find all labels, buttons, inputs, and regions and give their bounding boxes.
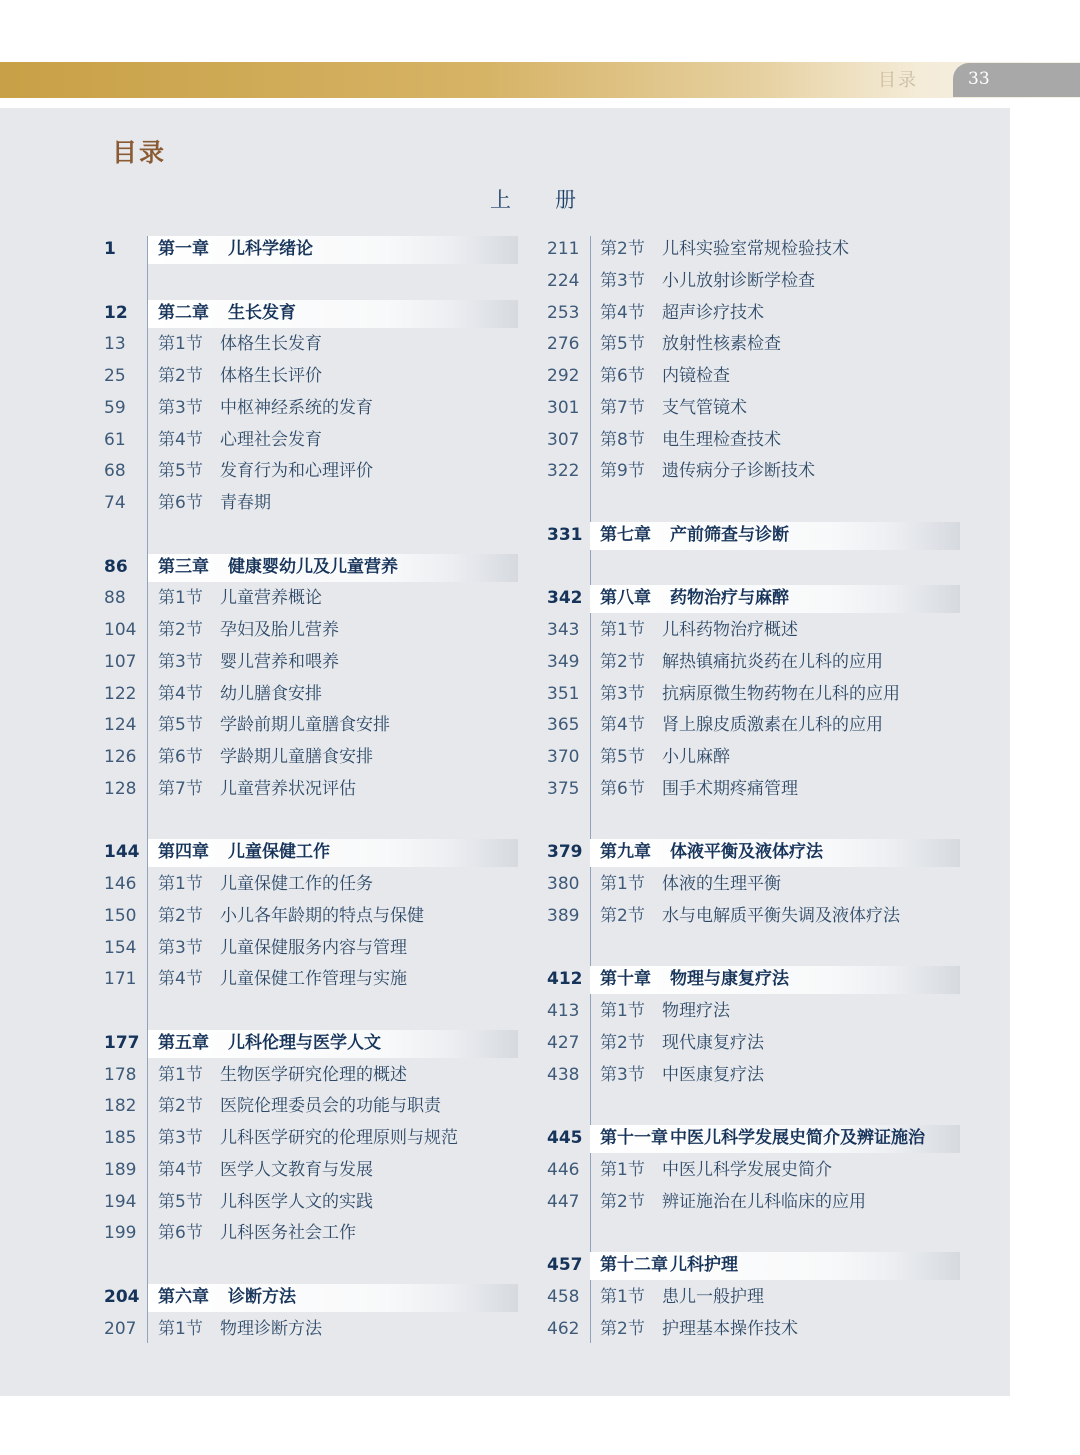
toc-chapter-number: 第九章 — [600, 842, 651, 863]
toc-chapter-title: 儿科护理 — [670, 1255, 738, 1275]
toc-section-number: 第2节 — [600, 1032, 645, 1053]
toc-chapter-row — [547, 1252, 960, 1278]
toc-page-number: 86 — [104, 556, 128, 577]
toc-page-number: 276 — [547, 334, 580, 355]
toc-section-title: 围手术期疼痛管理 — [662, 778, 798, 799]
toc-section-row — [104, 871, 518, 897]
toc-section-title: 患儿一般护理 — [662, 1286, 764, 1307]
toc-section-number: 第1节 — [600, 874, 645, 894]
toc-section-title: 儿科医学研究的伦理原则与规范 — [220, 1128, 458, 1148]
toc-section-title: 护理基本操作技术 — [662, 1318, 798, 1339]
toc-section-row — [104, 1125, 518, 1151]
toc-section-title: 儿科医务社会工作 — [220, 1223, 356, 1244]
page-title: 目录 — [112, 138, 167, 167]
toc-page-number: 146 — [104, 874, 137, 894]
toc-section-number: 第5节 — [158, 715, 203, 736]
toc-section-row — [104, 966, 518, 992]
toc-section-number: 第3节 — [158, 651, 203, 672]
toc-page-number: 204 — [104, 1286, 140, 1307]
toc-section-row — [547, 1062, 960, 1088]
toc-chapter-title: 儿科学绪论 — [228, 239, 313, 259]
toc-page-number: 351 — [547, 683, 580, 704]
toc-page-number: 104 — [104, 620, 137, 640]
toc-chapter-row — [104, 1030, 518, 1056]
toc-page-number: 349 — [547, 651, 580, 672]
toc-section-row — [104, 1062, 518, 1088]
toc-section-row — [547, 903, 960, 929]
toc-section-row — [547, 458, 960, 484]
toc-section-row — [104, 649, 518, 675]
toc-section-number: 第3节 — [158, 1128, 203, 1148]
toc-page-number: 413 — [547, 1001, 580, 1021]
toc-chapter-title: 物理与康复疗法 — [670, 969, 789, 990]
toc-section-title: 抗病原微生物药物在儿科的应用 — [662, 683, 900, 704]
toc-page-number: 379 — [547, 842, 583, 863]
toc-section-title: 体格生长评价 — [220, 366, 322, 386]
toc-section-title: 儿科实验室常规检验技术 — [662, 239, 849, 259]
toc-section-number: 第3节 — [600, 683, 645, 704]
toc-section-number: 第2节 — [600, 905, 645, 926]
toc-page-number: 427 — [547, 1032, 580, 1053]
toc-section-number: 第4节 — [158, 1159, 203, 1180]
toc-section-number: 第1节 — [600, 1159, 645, 1180]
toc-chapter-title: 诊断方法 — [228, 1286, 296, 1307]
toc-section-title: 体液的生理平衡 — [662, 874, 781, 894]
toc-chapter-number: 第一章 — [158, 239, 209, 259]
toc-chapter-row — [547, 522, 960, 548]
toc-section-number: 第1节 — [600, 1286, 645, 1307]
toc-section-number: 第5节 — [600, 334, 645, 355]
toc-section-number: 第1节 — [600, 1001, 645, 1021]
toc-section-title: 儿童保健工作管理与实施 — [220, 969, 407, 990]
toc-page-number: 389 — [547, 905, 580, 926]
toc-chapter-number: 第三章 — [158, 556, 209, 577]
toc-section-row — [104, 427, 518, 453]
toc-section-number: 第2节 — [600, 239, 645, 259]
toc-page-number: 458 — [547, 1286, 580, 1307]
toc-section-row — [547, 427, 960, 453]
toc-section-row — [547, 744, 960, 770]
toc-page-number: 292 — [547, 366, 580, 386]
toc-page-number: 438 — [547, 1064, 580, 1085]
toc-section-title: 解热镇痛抗炎药在儿科的应用 — [662, 651, 883, 672]
toc-page-number: 154 — [104, 937, 137, 958]
toc-section-row — [547, 649, 960, 675]
page-number: 33 — [968, 69, 990, 89]
toc-page-number: 177 — [104, 1032, 140, 1053]
toc-section-title: 内镜检查 — [662, 366, 730, 386]
toc-section-title: 孕妇及胎儿营养 — [220, 620, 339, 640]
toc-chapter-row — [547, 1125, 960, 1151]
toc-page-number: 445 — [547, 1128, 583, 1148]
toc-section-number: 第1节 — [158, 334, 203, 355]
toc-section-title: 儿科医学人文的实践 — [220, 1191, 373, 1212]
toc-section-row — [547, 1157, 960, 1183]
toc-section-row — [104, 331, 518, 357]
toc-section-row — [547, 1284, 960, 1310]
toc-section-number: 第4节 — [158, 683, 203, 704]
toc-page-number: 446 — [547, 1159, 580, 1180]
toc-page-number: 447 — [547, 1191, 580, 1212]
toc-section-row — [104, 585, 518, 611]
toc-section-row — [547, 1189, 960, 1215]
toc-chapter-number: 第十章 — [600, 969, 651, 990]
toc-page-number: 331 — [547, 524, 583, 545]
toc-section-title: 物理疗法 — [662, 1001, 730, 1021]
toc-chapter-title: 产前筛查与诊断 — [670, 524, 789, 545]
toc-page-number: 122 — [104, 683, 137, 704]
toc-chapter-number: 第八章 — [600, 588, 651, 609]
toc-section-title: 遗传病分子诊断技术 — [662, 461, 815, 482]
toc-section-number: 第1节 — [158, 1064, 203, 1085]
toc-section-title: 水与电解质平衡失调及液体疗法 — [662, 905, 900, 926]
toc-section-title: 心理社会发育 — [220, 429, 322, 450]
toc-page-number: 412 — [547, 969, 583, 990]
toc-section-title: 儿童营养概论 — [220, 588, 322, 609]
toc-chapter-number: 第五章 — [158, 1032, 209, 1053]
toc-page-number: 74 — [104, 493, 126, 513]
toc-page-number: 59 — [104, 397, 126, 418]
toc-section-title: 放射性核素检查 — [662, 334, 781, 355]
toc-page-number: 13 — [104, 334, 126, 355]
toc-section-title: 医学人文教育与发展 — [220, 1159, 373, 1180]
toc-page-number: 107 — [104, 651, 137, 672]
toc-section-row — [547, 1316, 960, 1342]
toc-section-row — [547, 998, 960, 1024]
toc-section-number: 第7节 — [600, 397, 645, 418]
toc-page-number: 342 — [547, 588, 583, 609]
toc-page-number: 194 — [104, 1191, 137, 1212]
toc-page-number: 457 — [547, 1255, 583, 1275]
toc-section-row — [104, 363, 518, 389]
header-section-label: 目录 — [878, 70, 918, 91]
toc-chapter-title: 体液平衡及液体疗法 — [670, 842, 823, 863]
toc-section-title: 小儿各年龄期的特点与保健 — [220, 905, 424, 926]
toc-section-row — [547, 681, 960, 707]
toc-section-row — [104, 1316, 518, 1342]
toc-section-title: 婴儿营养和喂养 — [220, 651, 339, 672]
toc-section-number: 第1节 — [158, 1318, 203, 1339]
toc-page-number: 462 — [547, 1318, 580, 1339]
toc-chapter-title: 健康婴幼儿及儿童营养 — [228, 556, 398, 577]
toc-chapter-number: 第七章 — [600, 524, 651, 545]
toc-section-row — [547, 331, 960, 357]
toc-section-title: 儿童保健工作的任务 — [220, 874, 373, 894]
toc-chapter-row — [547, 839, 960, 865]
toc-chapter-row — [104, 300, 518, 326]
toc-section-title: 物理诊断方法 — [220, 1318, 322, 1339]
toc-page-number: 124 — [104, 715, 137, 736]
toc-section-title: 现代康复疗法 — [662, 1032, 764, 1053]
toc-page-number: 171 — [104, 969, 137, 990]
toc-section-row — [104, 903, 518, 929]
toc-section-number: 第1节 — [158, 874, 203, 894]
toc-chapter-title: 中医儿科学发展史简介及辨证施治 — [670, 1128, 925, 1148]
toc-section-number: 第1节 — [158, 588, 203, 609]
toc-section-row — [547, 776, 960, 802]
toc-chapter-row — [104, 554, 518, 580]
toc-section-row — [104, 490, 518, 516]
toc-section-title: 幼儿膳食安排 — [220, 683, 322, 704]
toc-section-row — [547, 300, 960, 326]
toc-section-row — [104, 1093, 518, 1119]
toc-section-number: 第2节 — [158, 905, 203, 926]
toc-section-title: 发育行为和心理评价 — [220, 461, 373, 482]
toc-section-number: 第4节 — [158, 969, 203, 990]
toc-section-title: 超声诊疗技术 — [662, 302, 764, 323]
toc-section-title: 青春期 — [220, 493, 271, 513]
toc-section-row — [104, 1220, 518, 1246]
toc-page-number: 185 — [104, 1128, 137, 1148]
toc-chapter-title: 生长发育 — [228, 302, 296, 323]
toc-section-title: 肾上腺皮质激素在儿科的应用 — [662, 715, 883, 736]
toc-section-row — [104, 1157, 518, 1183]
toc-page-number: 126 — [104, 747, 137, 767]
toc-section-number: 第2节 — [158, 620, 203, 640]
toc-page-number: 343 — [547, 620, 580, 640]
toc-section-row — [547, 1030, 960, 1056]
toc-section-number: 第2节 — [600, 1318, 645, 1339]
toc-section-title: 生物医学研究伦理的概述 — [220, 1064, 407, 1085]
toc-page-number: 12 — [104, 302, 128, 323]
toc-chapter-row — [547, 966, 960, 992]
toc-page-number: 189 — [104, 1159, 137, 1180]
toc-page-number: 25 — [104, 366, 126, 386]
toc-page-number: 322 — [547, 461, 580, 482]
toc-section-number: 第7节 — [158, 778, 203, 799]
toc-section-row — [547, 363, 960, 389]
toc-page-number: 144 — [104, 842, 140, 863]
toc-section-number: 第5节 — [158, 461, 203, 482]
toc-section-row — [104, 776, 518, 802]
toc-section-number: 第5节 — [600, 747, 645, 767]
toc-section-row — [104, 744, 518, 770]
toc-section-row — [547, 268, 960, 294]
volume-title: 上册 — [490, 188, 620, 212]
toc-section-title: 儿科药物治疗概述 — [662, 620, 798, 640]
toc-chapter-number: 第二章 — [158, 302, 209, 323]
toc-section-number: 第3节 — [158, 937, 203, 958]
toc-section-number: 第2节 — [600, 1191, 645, 1212]
toc-section-title: 中医儿科学发展史简介 — [662, 1159, 832, 1180]
toc-section-number: 第8节 — [600, 429, 645, 450]
toc-page-number: 211 — [547, 239, 580, 259]
toc-page-number: 301 — [547, 397, 580, 418]
toc-section-title: 儿童保健服务内容与管理 — [220, 937, 407, 958]
toc-section-row — [547, 871, 960, 897]
toc-page-number: 61 — [104, 429, 126, 450]
toc-page-number: 128 — [104, 778, 137, 799]
toc-section-row — [104, 1189, 518, 1215]
toc-section-number: 第2节 — [600, 651, 645, 672]
toc-section-number: 第4节 — [600, 715, 645, 736]
toc-section-number: 第3节 — [600, 1064, 645, 1085]
toc-section-title: 学龄期儿童膳食安排 — [220, 747, 373, 767]
toc-page-number: 182 — [104, 1096, 137, 1117]
toc-section-number: 第6节 — [600, 366, 645, 386]
toc-page-number: 150 — [104, 905, 137, 926]
toc-chapter-title: 儿童保健工作 — [228, 842, 330, 863]
toc-section-row — [547, 236, 960, 262]
toc-page-number: 199 — [104, 1223, 137, 1244]
toc-chapter-number: 第十一章 — [600, 1128, 668, 1148]
toc-page-number: 207 — [104, 1318, 137, 1339]
toc-page-number: 178 — [104, 1064, 137, 1085]
toc-chapter-title: 儿科伦理与医学人文 — [228, 1032, 381, 1053]
toc-section-title: 中医康复疗法 — [662, 1064, 764, 1085]
toc-chapter-title: 药物治疗与麻醉 — [670, 588, 789, 609]
toc-section-row — [104, 458, 518, 484]
toc-section-title: 支气管镜术 — [662, 397, 747, 418]
toc-chapter-row — [104, 839, 518, 865]
toc-section-row — [104, 935, 518, 961]
toc-section-number: 第2节 — [158, 366, 203, 386]
toc-section-title: 辨证施治在儿科临床的应用 — [662, 1191, 866, 1212]
toc-section-title: 学龄前期儿童膳食安排 — [220, 715, 390, 736]
toc-chapter-row — [547, 585, 960, 611]
toc-section-title: 小儿放射诊断学检查 — [662, 270, 815, 291]
toc-section-title: 小儿麻醉 — [662, 747, 730, 767]
toc-page-number: 68 — [104, 461, 126, 482]
toc-section-number: 第2节 — [158, 1096, 203, 1117]
toc-chapter-number: 第六章 — [158, 1286, 209, 1307]
toc-section-row — [104, 681, 518, 707]
toc-section-row — [547, 395, 960, 421]
toc-page-number: 365 — [547, 715, 580, 736]
toc-section-number: 第6节 — [158, 493, 203, 513]
toc-section-number: 第3节 — [158, 397, 203, 418]
toc-section-number: 第4节 — [158, 429, 203, 450]
toc-page-number: 307 — [547, 429, 580, 450]
toc-section-number: 第3节 — [600, 270, 645, 291]
toc-section-title: 中枢神经系统的发育 — [220, 397, 373, 418]
toc-page-number: 253 — [547, 302, 580, 323]
toc-page-number: 380 — [547, 874, 580, 894]
toc-section-title: 医院伦理委员会的功能与职责 — [220, 1096, 441, 1117]
toc-page-number: 88 — [104, 588, 126, 609]
toc-section-number: 第4节 — [600, 302, 645, 323]
toc-chapter-row — [104, 1284, 518, 1310]
toc-chapter-row — [104, 236, 518, 262]
toc-section-number: 第9节 — [600, 461, 645, 482]
toc-section-row — [104, 395, 518, 421]
toc-section-title: 体格生长发育 — [220, 334, 322, 355]
toc-page-number: 375 — [547, 778, 580, 799]
toc-section-number: 第1节 — [600, 620, 645, 640]
toc-section-number: 第6节 — [158, 747, 203, 767]
toc-section-title: 儿童营养状况评估 — [220, 778, 356, 799]
toc-page-number: 224 — [547, 270, 580, 291]
toc-section-row — [104, 617, 518, 643]
toc-section-row — [104, 712, 518, 738]
toc-page-number: 1 — [104, 239, 116, 259]
toc-chapter-number: 第四章 — [158, 842, 209, 863]
toc-section-number: 第6节 — [600, 778, 645, 799]
toc-section-title: 电生理检查技术 — [662, 429, 781, 450]
toc-section-number: 第6节 — [158, 1223, 203, 1244]
toc-section-row — [547, 617, 960, 643]
toc-chapter-number: 第十二章 — [600, 1255, 668, 1275]
toc-section-row — [547, 712, 960, 738]
toc-section-number: 第5节 — [158, 1191, 203, 1212]
toc-page-number: 370 — [547, 747, 580, 767]
